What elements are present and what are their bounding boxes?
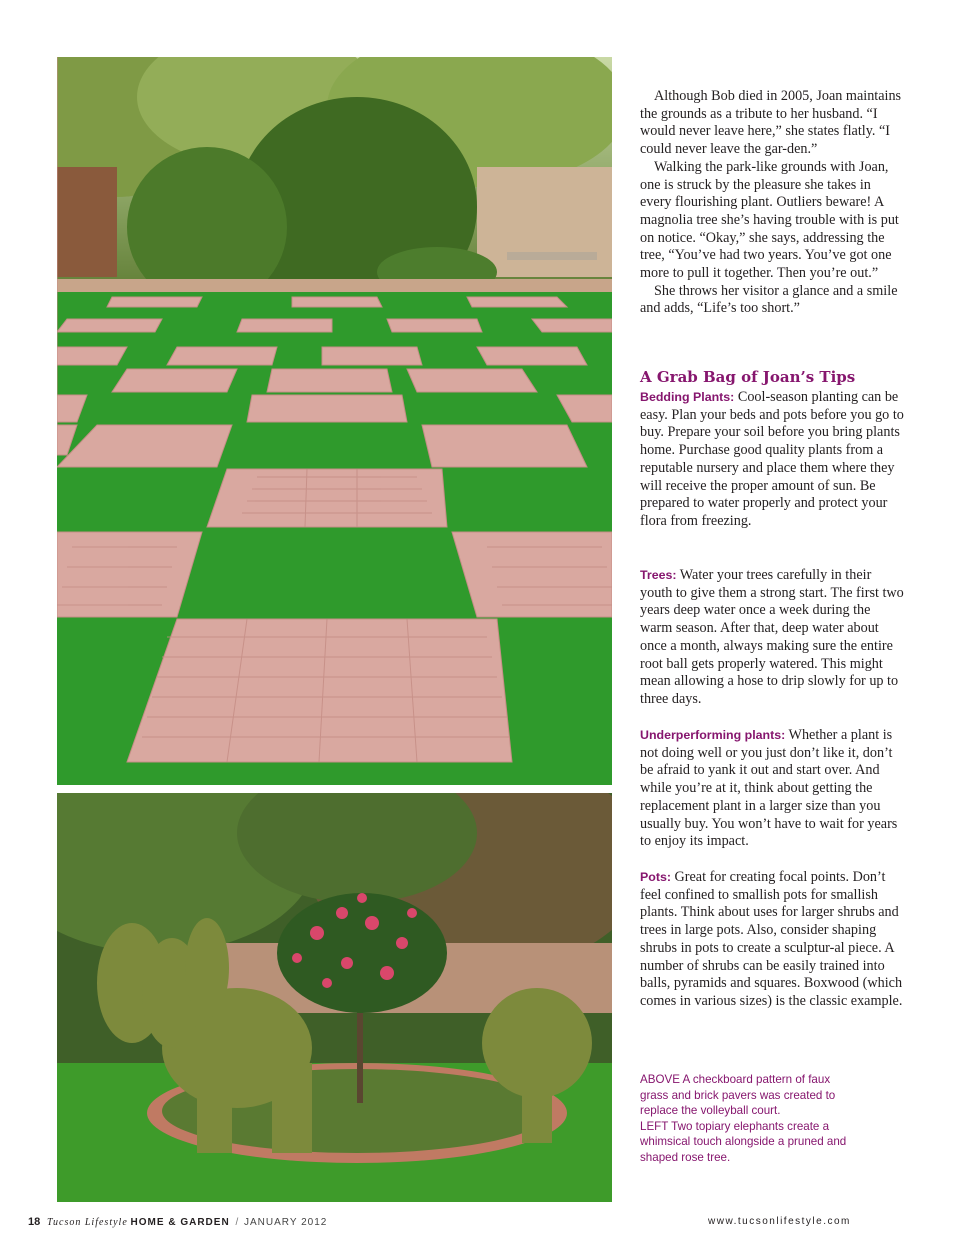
tip-text: Great for creating focal points. Don’t feel confined to smallish pots for smallish plants. Think about uses for larger shrubs and trees in large pots. Also, consider shaping shrubs in pots to create a sculptur-al piece. A number of shrubs can be easily trained into balls, pyramids and squares. Boxwood (which comes in various sizes) is the classic example. <box>640 869 903 1009</box>
tip-label: Bedding Plants: <box>640 390 735 404</box>
tip-label: Trees: <box>640 568 677 582</box>
tip-text: Whether a plant is not doing well or you just don’t like it, don’t be afraid to yank it out and start over. And while you’re at it, think about getting the replacement plant in a larger size than you usually buy. You won’t have to wait for years to enjoy its impact. <box>640 727 898 850</box>
caption-label: LEFT <box>640 1119 669 1133</box>
page-number: 18 <box>28 1216 41 1228</box>
article-intro <box>640 88 904 318</box>
caption-text: Two topiary elephants create a whimsical touch alongside a pruned and shaped rose tree. <box>640 1119 847 1164</box>
checkerboard-garden-photo <box>57 57 612 785</box>
caption-above <box>640 1072 860 1119</box>
tip-bedding-plants <box>640 389 904 531</box>
checkerboard-photo-illustration <box>57 57 612 785</box>
magazine-name: Tucson Lifestyle <box>47 1217 128 1228</box>
topiary-photo-illustration <box>57 793 612 1202</box>
intro-paragraph: She throws her visitor a glance and a smile and adds, “Life’s too short.” <box>640 282 898 317</box>
section-name: HOME & GARDEN <box>130 1217 230 1228</box>
tip-label: Underperforming plants: <box>640 728 786 742</box>
tip-label: Pots: <box>640 870 671 884</box>
photo-captions <box>640 1072 860 1165</box>
caption-left <box>640 1119 860 1166</box>
tip-trees <box>640 567 904 709</box>
website-url[interactable]: www.tucsonlifestyle.com <box>708 1216 851 1227</box>
intro-paragraph: Walking the park-like grounds with Joan, one is struck by the pleasure she takes in every flourishing plant. Outliers beware! A magnolia tree she’s having trouble with is put on notice. “Okay,” she says, addressing the tree, “You’ve had two years. You’ve got one more to pull it together. Then you’re out.” <box>640 158 899 282</box>
topiary-elephants-photo <box>57 793 612 1202</box>
footer-separator: / <box>235 1217 239 1228</box>
caption-label: ABOVE <box>640 1073 680 1086</box>
tips-heading: A Grab Bag of Joan’s Tips <box>640 368 856 386</box>
tip-text: Cool-season planting can be easy. Plan your beds and pots before you go to buy. Prepare your soil before you bring plants home. Purchase good quality plants from a reputable nursery and place them where they will receive the proper amount of sun. Be prepared to water properly and protect your flora from freezing. <box>640 389 904 529</box>
tip-text: Water your trees carefully in their youth to give them a strong start. The first two years deep water once a week during the warm season. After that, deep water about once a month, always making sure the entire root ball gets properly watered. This might mean allowing a hose to drip slowly for up to three days. <box>640 567 904 707</box>
issue-date: JANUARY 2012 <box>244 1217 328 1228</box>
tip-underperforming-plants <box>640 727 904 851</box>
intro-paragraph: Although Bob died in 2005, Joan maintains the grounds as a tribute to her husband. “I would never leave here,” she states flatly. “I could never leave the gar-den.” <box>640 88 902 158</box>
caption-text: A checkboard pattern of faux grass and brick pavers was created to replace the volleyball court. <box>640 1073 836 1117</box>
page-footer-left <box>28 1216 327 1228</box>
tip-pots <box>640 869 904 1011</box>
